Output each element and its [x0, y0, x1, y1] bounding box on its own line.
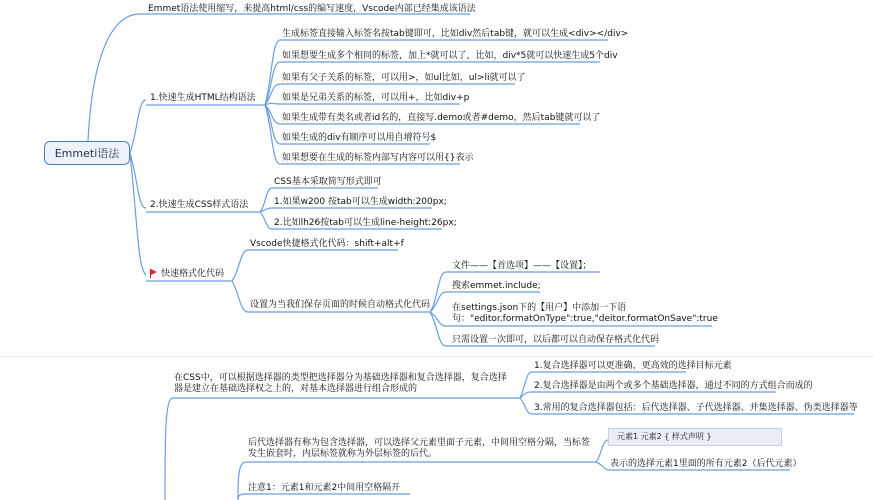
autosave-label: 设置为当我们保存页面的时候自动格式化代码 [250, 300, 431, 310]
html-item-1: 生成标签直接输入标签名按tab键即可，比如div然后tab键，就可以生成<div></div> [282, 29, 629, 39]
html-item-5: 如果生成带有类名或者id名的，直接写.demo或者#demo，然后tab键就可以了 [282, 113, 601, 123]
branch-html[interactable]: 1.快速生成HTML结构语法 [150, 93, 256, 103]
branch-format-label: 快速格式化代码 [161, 269, 225, 279]
css-item-3: 2.比如lh26按tab可以生成line-height:26px; [274, 218, 457, 228]
branch-css[interactable]: 2.快速生成CSS样式语法 [150, 200, 249, 210]
format-shortcut: Vscode快捷格式化代码：shift+alt+f [250, 239, 404, 249]
root-node[interactable] [44, 141, 130, 165]
selectors-item-2: 2.复合选择器是由两个或多个基础选择器，通过不同的方式组合而成的 [534, 381, 813, 391]
flag-icon [150, 269, 158, 277]
top-note: Emmet语法使用缩写，来提高html/css的编写速度，Vscode内部已经集成该语法 [148, 4, 476, 14]
descendant-text: 后代选择器有称为包含选择器，可以选择父元素里面子元素，中间用空格分隔，当标签发生嵌套时，内层标签就称为外层标签的后代。 [248, 438, 591, 459]
section-divider [0, 356, 874, 357]
css-item-1: CSS基本采取简写形式即可 [274, 177, 382, 187]
note-1: 注意1：元素1和元素2中间用空格隔开 [248, 483, 401, 493]
selectors-item-3: 3.常用的复合选择器包括：后代选择器、子代选择器、并集选择器、伪类选择器等 [534, 403, 858, 413]
autosave-item-4: 只需设置一次即可，以后都可以自动保存格式化代码 [452, 335, 660, 345]
autosave-item-2: 搜索emmet.include; [452, 281, 541, 291]
autosave-item-3: 在settings.json下的【用户】中添加一下语句："editor.formatOnType":true,"deitor.formatOnSave":true [452, 303, 718, 324]
css-item-2: 1.如果w200 按tab可以生成width:200px; [274, 197, 447, 207]
root-label: Emmeti语法 [54, 147, 120, 160]
html-item-7: 如果想要在生成的标签内部写内容可以用{}表示 [282, 153, 474, 163]
html-item-2: 如果想要生成多个相同的标签，加上*就可以了，比如，div*5就可以快速生成5个div [282, 51, 618, 61]
branch-format[interactable] [150, 269, 224, 280]
syntax-desc: 表示的选择元素1里面的所有元素2（后代元素） [610, 459, 802, 469]
html-item-6: 如果生成的div有顺序可以用自增符号$ [282, 133, 437, 143]
autosave-item-1: 文件——【首选项】——【设置】； [452, 261, 592, 271]
syntax-box: 元素1 元素2 { 样式声明 } [608, 428, 782, 446]
selectors-intro: 在CSS中，可以根据选择器的类型把选择器分为基础选择器和复合选择器，复合选择器是建立在基础选择权之上的，对基本选择器进行组合形成的 [174, 373, 507, 394]
html-item-4: 如果是兄弟关系的标签，可以用+，比如div+p [282, 93, 470, 103]
selectors-item-1: 1.复合选择器可以更准确，更高效的选择目标元素 [534, 361, 732, 371]
html-item-3: 如果有父子关系的标签，可以用>，如ul比如，ul>li就可以了 [282, 73, 526, 83]
